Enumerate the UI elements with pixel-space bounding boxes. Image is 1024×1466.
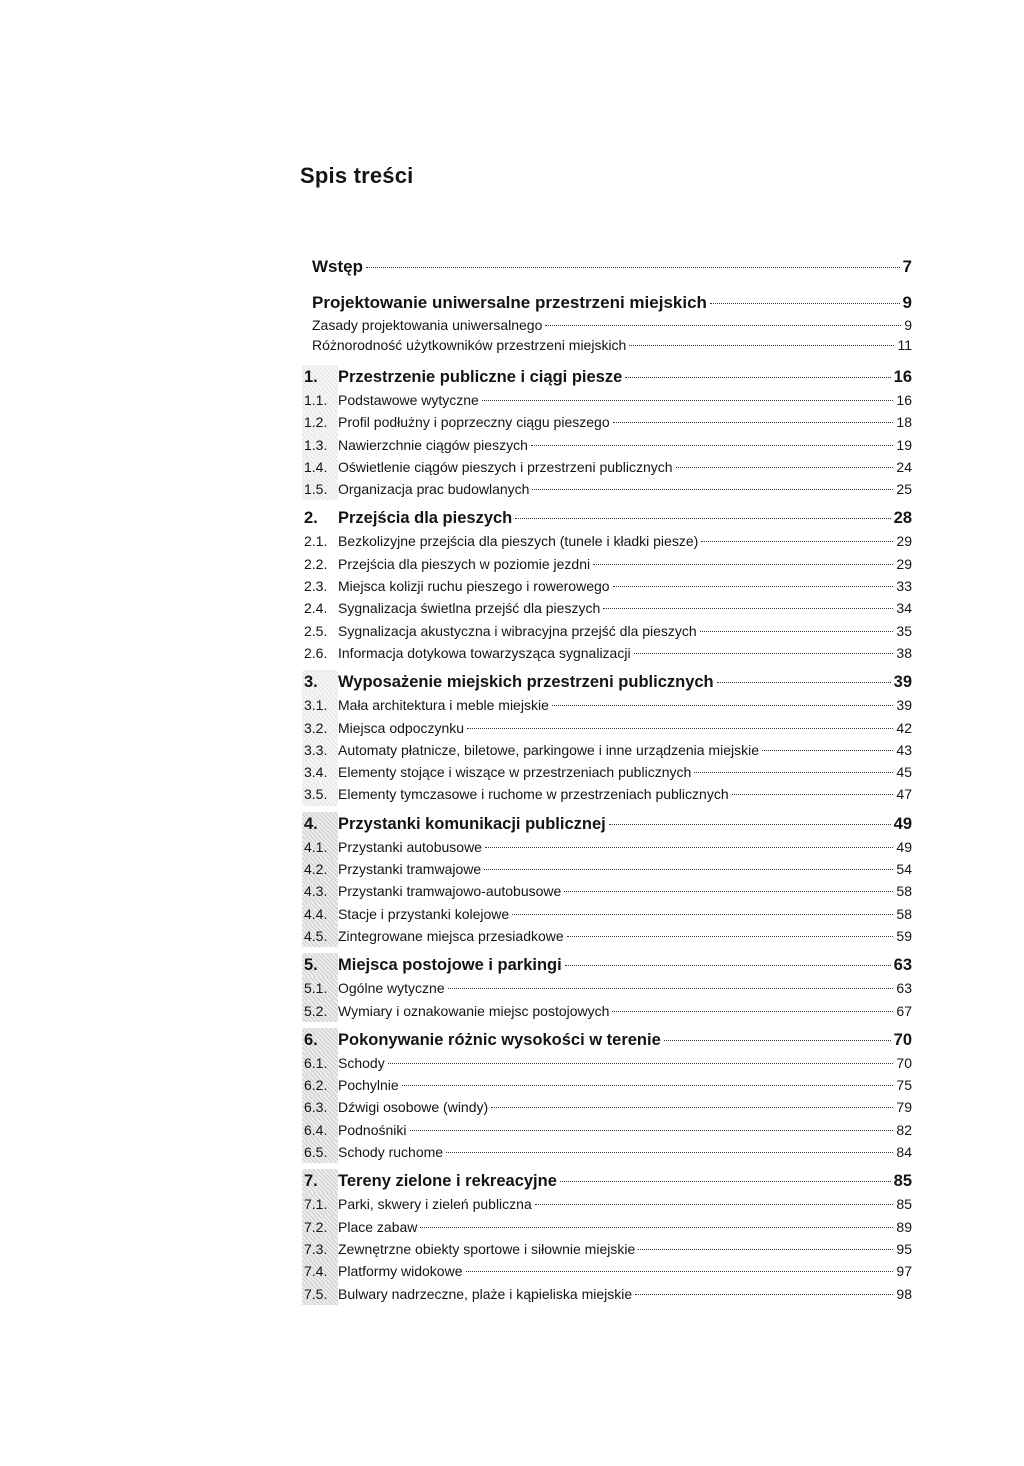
entry-label: Schody ruchome	[338, 1144, 444, 1161]
entry-label: Place zabaw	[338, 1218, 418, 1235]
entry-number: 6.1.	[302, 1052, 338, 1074]
chapter-block	[304, 953, 912, 1022]
page-title: Spis treści	[300, 163, 414, 188]
toc-section[interactable]	[302, 783, 912, 805]
entry-number: 6.4.	[302, 1119, 338, 1141]
dot-leader	[552, 705, 894, 706]
entry-page: 7	[902, 257, 912, 276]
entry-number: 1.5.	[302, 478, 338, 500]
entry-page: 45	[896, 764, 912, 781]
entry-page: 47	[896, 786, 912, 803]
dot-leader	[635, 1294, 893, 1295]
dot-leader	[484, 869, 893, 870]
entry-number: 2.4.	[304, 600, 328, 617]
dot-leader	[629, 345, 894, 346]
entry-page: 85	[896, 1196, 912, 1213]
toc-chapter-1[interactable]	[302, 365, 912, 389]
dot-leader	[512, 914, 893, 915]
dot-leader	[402, 1085, 894, 1086]
entry-label: Miejsca postojowe i parkingi	[338, 956, 562, 975]
entry-label: Organizacja prac budowlanych	[338, 481, 530, 498]
dot-leader	[388, 1063, 894, 1064]
entry-label: Tereny zielone i rekreacyjne	[338, 1172, 557, 1191]
entry-page: 70	[893, 1030, 912, 1049]
entry-label: Oświetlenie ciągów pieszych i przestrzeni publicznych	[338, 458, 673, 475]
entry-page: 63	[893, 956, 912, 975]
entry-label: Przystanki tramwajowo-autobusowe	[338, 883, 562, 900]
toc-section[interactable]	[302, 1141, 912, 1163]
entry-label: Przystanki tramwajowe	[338, 861, 482, 878]
dot-leader	[485, 847, 893, 848]
entry-label: Projektowanie uniwersalne przestrzeni miejskich	[312, 293, 707, 312]
entry-page: 19	[896, 436, 912, 453]
entry-number: 7.5.	[302, 1283, 338, 1305]
entry-label: Wymiary i oznakowanie miejsc postojowych	[338, 1002, 610, 1019]
entry-page: 54	[896, 861, 912, 878]
entry-number: 2.5.	[304, 622, 328, 639]
toc-section[interactable]	[302, 411, 912, 433]
entry-number: 6.3.	[302, 1096, 338, 1118]
dot-leader	[491, 1107, 893, 1108]
dot-leader	[567, 936, 894, 937]
toc-section[interactable]	[302, 1238, 912, 1260]
toc-section[interactable]	[302, 389, 912, 411]
entry-page: 16	[896, 392, 912, 408]
entry-page: 79	[896, 1099, 912, 1116]
entry-label: Elementy tymczasowe i ruchome w przestrzeniach publicznych	[338, 786, 729, 803]
dot-leader	[603, 608, 893, 609]
entry-number: 7.3.	[302, 1238, 338, 1260]
dot-leader	[532, 489, 893, 490]
entry-page: 58	[896, 883, 912, 900]
entry-page: 33	[896, 578, 912, 595]
entry-number: 4.4.	[302, 903, 338, 925]
entry-label: Pokonywanie różnic wysokości w terenie	[338, 1030, 661, 1049]
chapter-block	[304, 365, 912, 500]
toc-section[interactable]	[302, 977, 912, 999]
entry-label: Automaty płatnicze, biletowe, parkingowe i inne urządzenia miejskie	[338, 741, 759, 758]
toc-section[interactable]	[302, 1193, 912, 1215]
dot-leader	[613, 586, 894, 587]
toc-chapter-3[interactable]	[302, 670, 912, 694]
entry-number: 2.2.	[304, 555, 328, 572]
entry-page: 16	[893, 368, 912, 386]
entry-number: 1.3.	[302, 434, 338, 456]
dot-leader	[593, 564, 893, 565]
toc-section[interactable]	[302, 553, 912, 575]
entry-page: 59	[896, 927, 912, 944]
toc-section[interactable]	[302, 761, 912, 783]
chapter-block	[304, 812, 912, 947]
dot-leader	[482, 400, 894, 401]
toc-section[interactable]	[302, 1283, 912, 1305]
dot-leader	[467, 728, 893, 729]
toc-section[interactable]	[302, 620, 912, 642]
dot-leader	[664, 1040, 891, 1041]
dot-leader	[366, 267, 900, 268]
entry-page: 25	[896, 481, 912, 498]
toc-section[interactable]	[302, 456, 912, 478]
dot-leader	[410, 1130, 894, 1131]
chapter-list	[304, 365, 912, 1305]
entry-number: 7.1.	[302, 1193, 338, 1215]
entry-page: 11	[897, 337, 912, 353]
entry-label: Schody	[338, 1054, 385, 1071]
toc-section[interactable]	[302, 642, 912, 664]
dot-leader	[535, 1204, 894, 1205]
toc-section[interactable]	[302, 717, 912, 739]
entry-page: 58	[896, 905, 912, 922]
toc-entry-universal-design[interactable]	[312, 291, 912, 315]
toc-section[interactable]	[302, 434, 912, 456]
entry-page: 84	[896, 1144, 912, 1161]
toc-section[interactable]	[302, 597, 912, 619]
entry-label: Różnorodność użytkowników przestrzeni miejskich	[312, 337, 627, 353]
entry-number: 5.1.	[302, 977, 338, 999]
dot-leader	[676, 467, 894, 468]
entry-number: 1.	[302, 365, 338, 389]
entry-label: Parki, skwery i zieleń publiczna	[338, 1196, 532, 1213]
toc-section[interactable]	[302, 575, 912, 597]
entry-number: 3.5.	[302, 783, 338, 805]
entry-label: Mała architektura i meble miejskie	[338, 697, 549, 714]
entry-label: Przejścia dla pieszych	[338, 509, 513, 528]
entry-number: 4.2.	[302, 858, 338, 880]
dot-leader	[625, 377, 890, 378]
entry-label: Pochylnie	[338, 1077, 399, 1094]
dot-leader	[732, 794, 894, 795]
entry-page: 49	[896, 838, 912, 855]
entry-label: Bulwary nadrzeczne, plaże i kąpieliska miejskie	[338, 1285, 633, 1302]
table-of-contents	[304, 255, 912, 1311]
entry-number: 5.	[302, 953, 338, 977]
entry-label: Informacja dotykowa towarzysząca sygnalizacji	[338, 644, 631, 661]
dot-leader	[564, 891, 893, 892]
dot-leader	[638, 1249, 893, 1250]
entry-page: 38	[896, 644, 912, 661]
dot-leader	[515, 518, 890, 519]
entry-number: 1.2.	[302, 411, 338, 433]
toc-section[interactable]	[302, 1052, 912, 1074]
entry-number: 2.	[304, 509, 318, 528]
entry-number: 7.4.	[302, 1260, 338, 1282]
toc-chapter-7[interactable]	[302, 1169, 912, 1193]
entry-label: Bezkolizyjne przejścia dla pieszych (tunele i kładki piesze)	[338, 533, 699, 550]
entry-number: 3.3.	[302, 739, 338, 761]
dot-leader	[700, 631, 894, 632]
entry-number: 5.2.	[302, 1000, 338, 1022]
entry-label: Podstawowe wytyczne	[338, 392, 479, 408]
entry-page: 39	[896, 697, 912, 714]
entry-page: 35	[896, 622, 912, 639]
dot-leader	[565, 965, 891, 966]
entry-label: Ogólne wytyczne	[338, 980, 445, 997]
dot-leader	[634, 653, 894, 654]
entry-page: 29	[896, 533, 912, 550]
dot-leader	[710, 303, 900, 304]
entry-number: 4.	[302, 812, 338, 836]
toc-section[interactable]	[302, 880, 912, 902]
toc-section[interactable]	[302, 694, 912, 716]
entry-label: Zewnętrzne obiekty sportowe i siłownie miejskie	[338, 1240, 636, 1257]
entry-label: Wstęp	[312, 257, 363, 276]
entry-page: 39	[893, 673, 912, 692]
entry-number: 4.3.	[302, 880, 338, 902]
entry-label: Zasady projektowania uniwersalnego	[312, 317, 543, 333]
entry-number: 1.1.	[302, 389, 338, 411]
entry-page: 67	[896, 1002, 912, 1019]
dot-leader	[609, 824, 891, 825]
chapter-block	[304, 1169, 912, 1304]
entry-number: 2.3.	[304, 578, 328, 595]
toc-chapter-4[interactable]	[302, 812, 912, 836]
toc-section[interactable]	[302, 903, 912, 925]
toc-section[interactable]	[302, 858, 912, 880]
entry-label: Elementy stojące i wiszące w przestrzeniach publicznych	[338, 764, 692, 781]
toc-section[interactable]	[302, 530, 912, 552]
entry-label: Przejścia dla pieszych w poziomie jezdni	[338, 555, 591, 572]
entry-number: 3.1.	[302, 694, 338, 716]
entry-label: Sygnalizacja świetlna przejść dla pieszych	[338, 600, 601, 617]
entry-page: 75	[896, 1077, 912, 1094]
entry-number: 3.2.	[302, 717, 338, 739]
entry-page: 89	[896, 1218, 912, 1235]
dot-leader	[466, 1271, 894, 1272]
toc-entry-intro[interactable]	[312, 255, 912, 279]
toc-section[interactable]	[302, 478, 912, 500]
entry-page: 95	[896, 1240, 912, 1257]
entry-page: 9	[904, 317, 912, 333]
toc-entry-universal-principles[interactable]	[312, 315, 912, 335]
entry-number: 2.1.	[304, 533, 328, 550]
entry-page: 29	[896, 555, 912, 572]
dot-leader	[531, 445, 894, 446]
entry-label: Sygnalizacja akustyczna i wibracyjna przejść dla pieszych	[338, 622, 697, 639]
dot-leader	[545, 325, 901, 326]
dot-leader	[613, 422, 894, 423]
entry-label: Dźwigi osobowe (windy)	[338, 1099, 489, 1116]
entry-page: 42	[896, 719, 912, 736]
entry-page: 97	[896, 1263, 912, 1280]
toc-chapter-6[interactable]	[302, 1028, 912, 1052]
dot-leader	[448, 988, 894, 989]
entry-number: 3.4.	[302, 761, 338, 783]
toc-section[interactable]	[302, 1074, 912, 1096]
entry-page: 18	[896, 414, 912, 431]
entry-label: Przystanki komunikacji publicznej	[338, 814, 606, 833]
entry-number: 6.	[302, 1028, 338, 1052]
dot-leader	[762, 750, 893, 751]
chapter-block	[304, 1028, 912, 1163]
entry-page: 82	[896, 1121, 912, 1138]
entry-page: 49	[893, 814, 912, 833]
entry-page: 70	[896, 1054, 912, 1071]
entry-page: 24	[896, 458, 912, 475]
entry-page: 34	[896, 600, 912, 617]
entry-page: 28	[893, 509, 912, 528]
toc-chapter-5[interactable]	[302, 953, 912, 977]
dot-leader	[420, 1227, 893, 1228]
toc-section[interactable]	[302, 925, 912, 947]
entry-page: 63	[896, 980, 912, 997]
entry-label: Profil podłużny i poprzeczny ciągu pieszego	[338, 414, 610, 431]
entry-number: 4.1.	[302, 836, 338, 858]
toc-section[interactable]	[302, 836, 912, 858]
dot-leader	[701, 541, 893, 542]
entry-label: Miejsca odpoczynku	[338, 719, 465, 736]
dot-leader	[612, 1011, 893, 1012]
toc-section[interactable]	[302, 1216, 912, 1238]
entry-label: Miejsca kolizji ruchu pieszego i rowerowego	[338, 578, 610, 595]
entry-page: 9	[902, 293, 912, 312]
entry-number: 3.	[302, 670, 338, 694]
toc-entry-user-diversity[interactable]	[312, 335, 912, 355]
entry-label: Podnośniki	[338, 1121, 407, 1138]
toc-section[interactable]	[302, 1000, 912, 1022]
entry-label: Wyposażenie miejskich przestrzeni publicznych	[338, 673, 714, 692]
entry-page: 43	[896, 741, 912, 758]
entry-label: Stacje i przystanki kolejowe	[338, 905, 510, 922]
entry-label: Zintegrowane miejsca przesiadkowe	[338, 927, 564, 944]
dot-leader	[560, 1181, 891, 1182]
toc-chapter-2[interactable]	[302, 506, 912, 530]
entry-number: 2.6.	[304, 644, 328, 661]
dot-leader	[446, 1152, 893, 1153]
dot-leader	[717, 682, 891, 683]
entry-number: 7.2.	[302, 1216, 338, 1238]
toc-section[interactable]	[302, 1119, 912, 1141]
entry-label: Przystanki autobusowe	[338, 838, 482, 855]
chapter-block	[304, 506, 912, 664]
dot-leader	[694, 772, 893, 773]
entry-label: Nawierzchnie ciągów pieszych	[338, 436, 528, 453]
chapter-block	[304, 670, 912, 805]
entry-label: Platformy widokowe	[338, 1263, 463, 1280]
toc-section[interactable]	[302, 1260, 912, 1282]
entry-page: 98	[896, 1285, 912, 1302]
entry-number: 1.4.	[302, 456, 338, 478]
entry-number: 7.	[302, 1169, 338, 1193]
entry-number: 6.5.	[302, 1141, 338, 1163]
entry-number: 4.5.	[302, 925, 338, 947]
toc-section[interactable]	[302, 1096, 912, 1118]
toc-section[interactable]	[302, 739, 912, 761]
entry-page: 85	[893, 1172, 912, 1191]
entry-number: 6.2.	[302, 1074, 338, 1096]
entry-label: Przestrzenie publiczne i ciągi piesze	[338, 368, 623, 386]
